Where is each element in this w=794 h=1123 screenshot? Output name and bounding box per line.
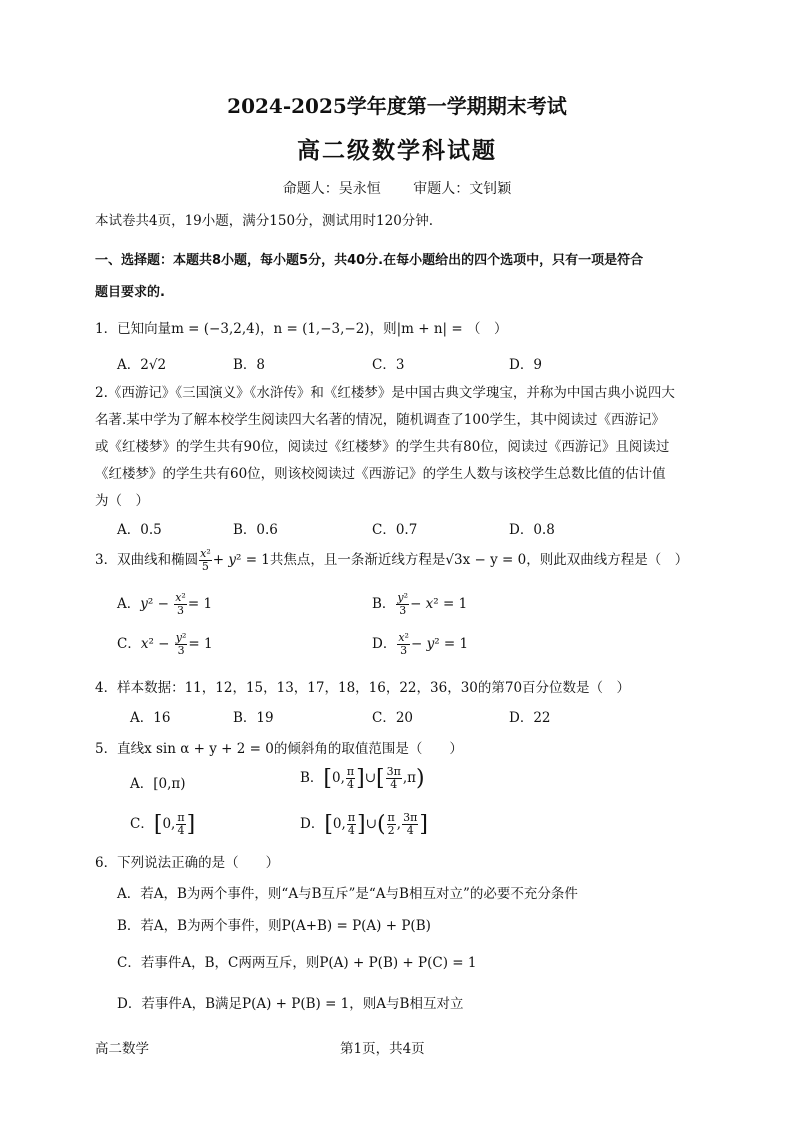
- q5-stem: 5．直线x sin α + y + 2 = 0的倾斜角的取值范围是（ ）: [95, 741, 463, 757]
- q3-option-c: C．x² − $\frac{\text{y²}}{3}$ = 1: [117, 631, 213, 657]
- q4-option-a: A．16: [130, 710, 171, 726]
- q6-stem: 6．下列说法正确的是（ ）: [95, 855, 280, 871]
- q5-option-d: D．[0, $\frac{\pi}{4}$ ]∪( $\frac{\pi}{2}$ , $\frac{3\pi}{4}$ ]: [300, 811, 428, 837]
- q1-option-b: B．8: [233, 357, 266, 373]
- q4-option-b: B．19: [233, 710, 274, 726]
- q4-option-d: D．22: [509, 710, 551, 726]
- q2-option-b: B．0.6: [233, 522, 278, 538]
- q6-option-b: B．若A，B为两个事件，则P(A+B) = P(A) + P(B): [117, 918, 431, 934]
- q6-option-d: D．若事件A，B满足P(A) + P(B) = 1，则A与B相互对立: [117, 996, 464, 1012]
- exam-title: 2024-2025学年度第一学期期末考试: [227, 94, 567, 118]
- section-heading-line2: 题目要求的.: [95, 285, 165, 300]
- reviewer-name: 审题人：文钊颖: [413, 181, 512, 197]
- authors-line: [0, 178, 794, 198]
- q3-option-d: D． $\frac{\text{x²}}{3}$ − y² = 1: [372, 631, 469, 657]
- section-heading-line1: 一、选择题：本题共8小题，每小题5分，共40分.在每小题给出的四个选项中，只有一项是符合: [95, 253, 644, 268]
- q3-option-a: A．y² − $\frac{\text{x²}}{3}$ = 1: [117, 591, 213, 617]
- q2-line5: 为（ ）: [95, 493, 149, 509]
- exam-info: 本试卷共4页，19小题，满分150分，测试用时120分钟.: [95, 213, 434, 229]
- footer-subject: 高二数学: [95, 1041, 149, 1057]
- q5-option-a: A．[0,π): [130, 776, 186, 792]
- q5-option-b: B．[0, $\frac{\pi}{4}$ ]∪[ $\frac{3\pi}{4}$ ,π): [300, 765, 425, 791]
- q2-line2: 名著.某中学为了解本校学生阅读四大名著的情况，随机调查了100学生，其中阅读过《西游记》: [95, 412, 666, 428]
- q1-option-c: C．3: [372, 357, 405, 373]
- q6-option-c: C．若事件A，B，C两两互斥，则P(A) + P(B) + P(C) = 1: [117, 955, 477, 971]
- exam-subtitle: 高二级数学科试题: [297, 137, 497, 164]
- q6-option-a: A．若A，B为两个事件，则“A与B互斥”是“A与B相互对立”的必要不充分条件: [117, 886, 578, 902]
- ellipse-equation: $\frac{\text{x²}}{5}$ + y² = 1: [200, 547, 270, 573]
- q2-option-c: C．0.7: [372, 522, 418, 538]
- q1-option-d: D．9: [509, 357, 542, 373]
- q2-line3: 或《红楼梦》的学生共有90位，阅读过《红楼梦》的学生共有80位，阅读过《西游记》且阅读过: [95, 439, 670, 455]
- q1-option-a: A．2√2: [117, 357, 167, 373]
- footer-page-number: 第1页，共4页: [340, 1041, 425, 1057]
- q2-option-a: A．0.5: [117, 522, 162, 538]
- q2-line1: 2.《西游记》《三国演义》《水浒传》和《红楼梦》是中国古典文学瑰宝，并称为中国古典小说四大: [95, 385, 675, 401]
- q2-option-d: D．0.8: [509, 522, 555, 538]
- q3-stem-part2: 共焦点，且一条渐近线方程是√3x − y = 0，则此双曲线方程是（ ）: [269, 552, 689, 568]
- q2-line4: 《红楼梦》的学生共有60位，则该校阅读过《西游记》的学生人数与该校学生总数比值的估计值: [95, 466, 666, 482]
- q5-option-c: C．[0, $\frac{\pi}{4}$ ]: [130, 811, 196, 837]
- q3-stem-part1: 3．双曲线和椭圆: [95, 552, 199, 568]
- q3-stem: [95, 548, 688, 573]
- q1-stem: 1．已知向量m = (−3,2,4)，n = (1,−3,−2)，则|m + n| = （ ）: [95, 321, 508, 337]
- q4-option-c: C．20: [372, 710, 414, 726]
- q4-stem: 4．样本数据：11，12，15，13，17，18，16，22，36，30的第70百分位数是（ ）: [95, 680, 631, 696]
- setter-name: 命题人：吴永恒: [282, 181, 381, 197]
- q3-option-b: B． $\frac{\text{y²}}{3}$ − x² = 1: [372, 591, 468, 617]
